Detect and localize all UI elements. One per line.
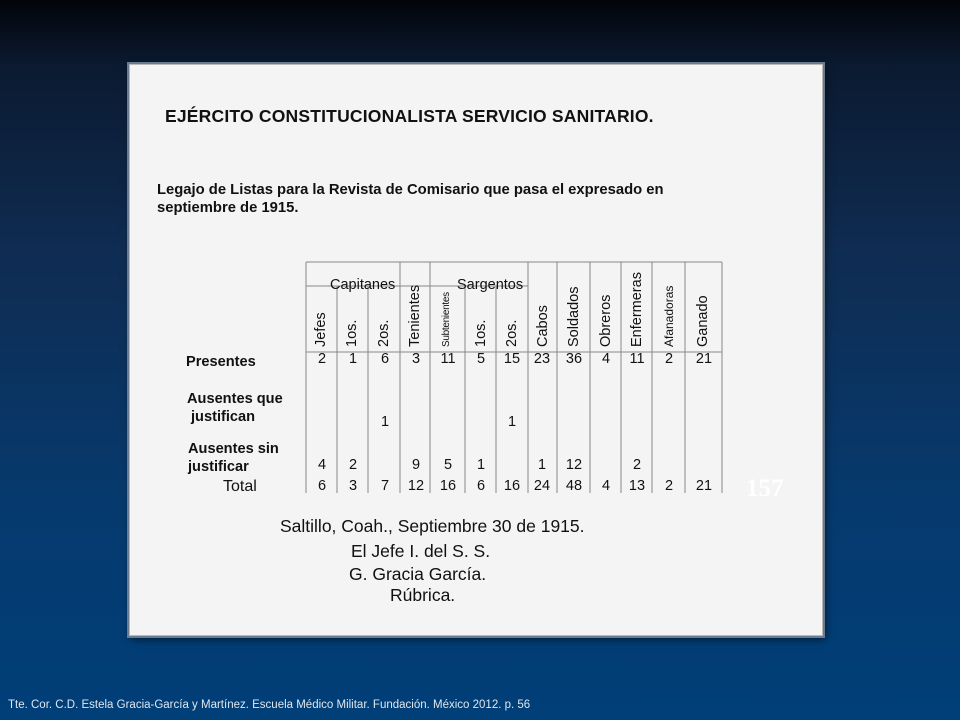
table-cell: 2 [664, 351, 674, 367]
row-label-ausentes-justifican-line-1: Ausentes que [187, 391, 283, 407]
col-header-capitanes-1os: 1os. [344, 319, 360, 347]
table-cell: 12 [565, 457, 583, 473]
document-photo [129, 64, 823, 636]
col-header-ganado: Ganado [695, 295, 711, 347]
table-cell: 1 [507, 414, 517, 430]
row-label-ausentes-justifican [187, 390, 283, 426]
table-cell: 4 [601, 351, 611, 367]
table-cell: 2 [317, 351, 327, 367]
table-cell: 1 [476, 457, 486, 473]
row-label-ausentes-sin-line-1: Ausentes sin [188, 441, 279, 457]
table-cell: 2 [632, 457, 642, 473]
col-header-obreros: Obreros [598, 294, 614, 347]
table-cell: 1 [537, 457, 547, 473]
table-cell: 6 [476, 478, 486, 494]
row-label-ausentes-sin [188, 440, 279, 476]
citation: Tte. Cor. C.D. Estela Gracia-García y Martínez. Escuela Médico Militar. Fundación. México 2012. p. 56 [8, 699, 531, 711]
subtitle-line-2: septiembre de 1915. [157, 200, 299, 216]
row-label-ausentes-justifican-line-2: justifican [191, 409, 256, 425]
table-cell: 24 [533, 478, 551, 494]
table-cell: 2 [664, 478, 674, 494]
table-cell: 4 [317, 457, 327, 473]
subtitle-line-1: Legajo de Listas para la Revista de Comisario que pasa el expresado en [157, 182, 664, 198]
signature-name: G. Gracia García. [349, 564, 487, 584]
table-cell: 6 [380, 351, 390, 367]
table-cell: 48 [565, 478, 583, 494]
table-cell: 23 [533, 351, 551, 367]
table-cell: 21 [695, 478, 713, 494]
table-cell: 7 [380, 478, 390, 494]
table-cell: 4 [601, 478, 611, 494]
table-cell: 1 [348, 351, 358, 367]
table-cell: 15 [503, 351, 521, 367]
group-header-capitanes: Capitanes [330, 277, 396, 293]
table-cell: 3 [411, 351, 421, 367]
col-header-afanadoras: Afanadoras [662, 285, 676, 347]
table-cell: 36 [565, 351, 583, 367]
table-cell: 16 [503, 478, 521, 494]
table-cell: 6 [317, 478, 327, 494]
row-label-total: Total [223, 478, 257, 495]
table-cell: 3 [348, 478, 358, 494]
table-cell: 12 [407, 478, 425, 494]
document-title: EJÉRCITO CONSTITUCIONALISTA SERVICIO SANITARIO. [165, 106, 654, 126]
table-cell: 9 [411, 457, 421, 473]
col-header-subtenientes: Subtenientes [441, 292, 452, 347]
signature-rubrica: Rúbrica. [390, 585, 456, 605]
table-cell: 1 [380, 414, 390, 430]
col-header-enfermeras: Enfermeras [629, 272, 645, 347]
slide-number: 157 [746, 475, 784, 502]
col-header-capitanes-2os: 2os. [376, 319, 392, 347]
table-cell: 21 [695, 351, 713, 367]
table-cell: 5 [443, 457, 453, 473]
table-cell: 2 [348, 457, 358, 473]
row-label-presentes: Presentes [186, 354, 256, 370]
col-header-soldados: Soldados [566, 286, 582, 347]
table-cell: 16 [439, 478, 457, 494]
table-cell: 5 [476, 351, 486, 367]
col-header-cabos: Cabos [535, 305, 551, 347]
row-label-ausentes-sin-line-2: justificar [188, 459, 249, 475]
col-header-tenientes: Tenientes [407, 284, 423, 347]
group-header-sargentos: Sargentos [457, 277, 524, 293]
col-header-sargentos-2os: 2os. [504, 319, 520, 347]
table-cell: 13 [628, 478, 646, 494]
col-header-jefes: Jefes [313, 312, 329, 347]
table-cell: 11 [629, 351, 645, 367]
signature-place-date: Saltillo, Coah., Septiembre 30 de 1915. [280, 516, 585, 536]
table-cell: 11 [440, 351, 456, 367]
signature-role: El Jefe I. del S. S. [351, 541, 491, 561]
col-header-sargentos-1os: 1os. [473, 319, 489, 347]
